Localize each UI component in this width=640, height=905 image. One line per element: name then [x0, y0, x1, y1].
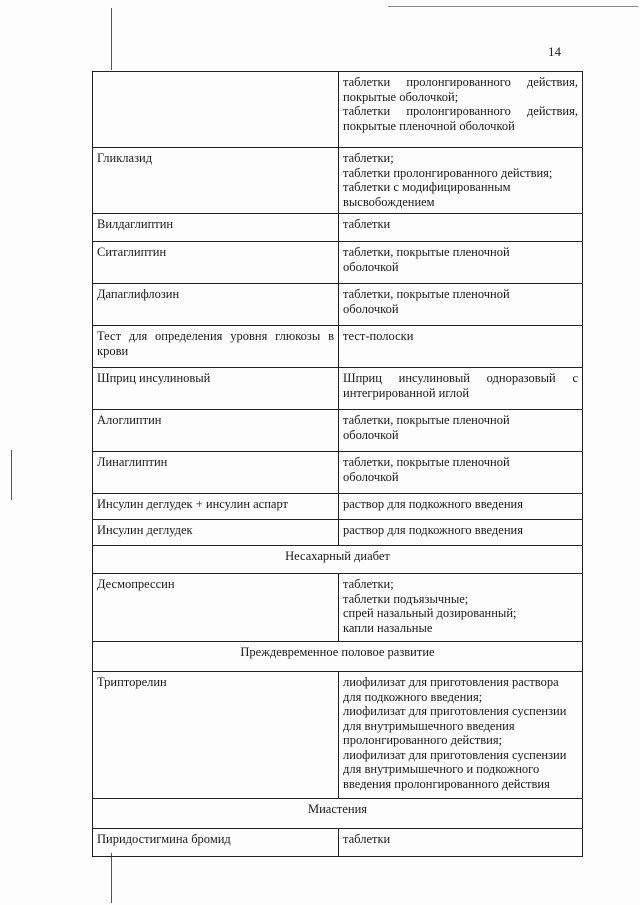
table-row	[93, 284, 583, 326]
table-row	[93, 494, 583, 520]
table-row	[93, 242, 583, 284]
drug-name-cell: Алоглиптин	[93, 410, 339, 452]
drug-name-cell: Пиридостигмина бромид	[93, 829, 339, 857]
table-row	[93, 368, 583, 410]
table-row	[93, 214, 583, 242]
dosage-form-cell: тест-полоски	[339, 326, 583, 368]
drug-name-cell: Шприц инсулиновый	[93, 368, 339, 410]
table-row	[93, 72, 583, 148]
section-row	[93, 546, 583, 574]
table-row	[93, 452, 583, 494]
drug-table	[92, 71, 583, 857]
drug-name-cell: Линаглиптин	[93, 452, 339, 494]
dosage-form-cell: лиофилизат для приготовления раствора для подкожного введения; лиофилизат для приготовления суспензии для внутримышечного введения пролонгированного действия; лиофилизат для приготовления суспензии для внутримышечного и подкожного введения пролонгированного действия	[339, 672, 583, 799]
table-row	[93, 574, 583, 642]
table-row	[93, 829, 583, 857]
scan-artifact-line	[11, 450, 12, 500]
dosage-form-cell: раствор для подкожного введения	[339, 520, 583, 546]
scan-artifact-line	[111, 853, 112, 903]
scan-artifact-line	[388, 6, 638, 7]
dosage-form-cell: таблетки; таблетки подъязычные; спрей назальный дозированный; капли назальные	[339, 574, 583, 642]
drug-name-cell: Инсулин деглудек + инсулин аспарт	[93, 494, 339, 520]
section-row	[93, 799, 583, 829]
dosage-form-cell: таблетки, покрытые пленочной оболочкой	[339, 452, 583, 494]
table-row	[93, 326, 583, 368]
page-number: 14	[548, 44, 561, 59]
section-heading-diabetes-insipidus: Несахарный диабет	[93, 546, 583, 574]
dosage-form-cell: таблетки	[339, 829, 583, 857]
dosage-form-cell: раствор для подкожного введения	[339, 494, 583, 520]
table-row	[93, 148, 583, 214]
dosage-form-cell: таблетки; таблетки пролонгированного действия; таблетки с модифицированным высвобождением	[339, 148, 583, 214]
drug-name-cell: Десмопрессин	[93, 574, 339, 642]
dosage-form-cell: таблетки, покрытые пленочной оболочкой	[339, 410, 583, 452]
drug-name-cell: Инсулин деглудек	[93, 520, 339, 546]
drug-name-cell: Тест для определения уровня глюкозы в крови	[93, 326, 339, 368]
dosage-form-cell: таблетки, покрытые пленочной оболочкой	[339, 284, 583, 326]
table-row	[93, 672, 583, 799]
table-row	[93, 520, 583, 546]
drug-name-cell: Дапаглифлозин	[93, 284, 339, 326]
drug-name-cell	[93, 72, 339, 148]
dosage-form-cell: таблетки, покрытые пленочной оболочкой	[339, 242, 583, 284]
section-row	[93, 642, 583, 672]
drug-name-cell: Ситаглиптин	[93, 242, 339, 284]
dosage-form-cell: таблетки пролонгированного действия, покрытые оболочкой; таблетки пролонгированного действия, покрытые пленочной оболочкой	[339, 72, 583, 148]
scan-artifact-line	[111, 8, 112, 70]
drug-name-cell: Гликлазид	[93, 148, 339, 214]
drug-name-cell: Трипторелин	[93, 672, 339, 799]
dosage-form-cell: Шприц инсулиновый одноразовый с интегрированной иглой	[339, 368, 583, 410]
dosage-form-cell: таблетки	[339, 214, 583, 242]
section-heading-precocious-puberty: Преждевременное половое развитие	[93, 642, 583, 672]
section-heading-myasthenia: Миастения	[93, 799, 583, 829]
table-row	[93, 410, 583, 452]
drug-name-cell: Вилдаглиптин	[93, 214, 339, 242]
